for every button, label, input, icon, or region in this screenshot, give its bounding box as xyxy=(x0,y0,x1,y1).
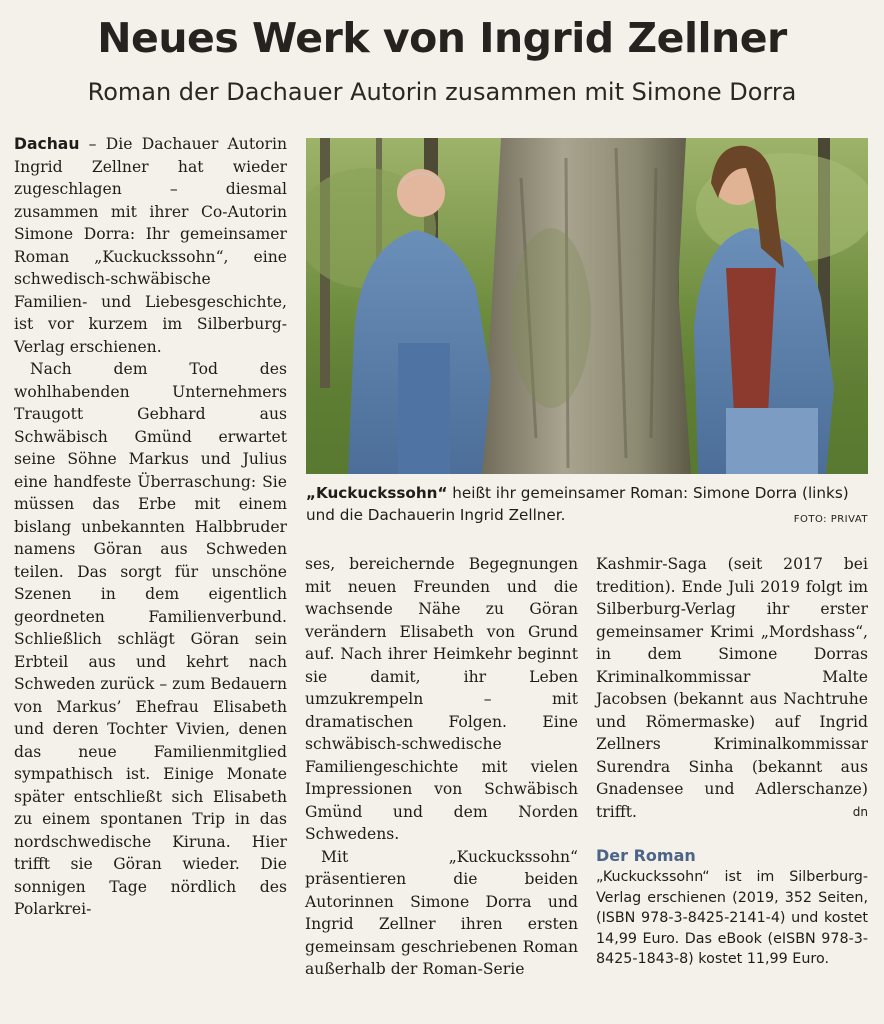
photo-two-authors-at-tree xyxy=(306,138,868,474)
article-column-3 xyxy=(596,553,868,823)
paragraph-3: Mit „Kuckuckssohn“ präsentieren die beiden Autorinnen Simone Dorra und Ingrid Zellner ihren ersten gemeinsam geschriebenen Roman außerhalb der Roman-Serie xyxy=(305,847,578,978)
paragraph-3-continued-text: Kashmir-Saga (seit 2017 bei tredition). Ende Juli 2019 folgt im Silberburg-Verlag ihr erster gemeinsamer Krimi „Mordshass“, in dem Simone Dorras Kriminalkommissar Malte Jacobsen (bekannt aus Nachtruhe und Römermaske) auf Ingrid Zellners Kriminalkommissar Surendra Sinha (bekannt aus Gnadensee und Adlerschanze) trifft. xyxy=(596,555,868,821)
author-signature: dn xyxy=(852,804,868,819)
photo-caption xyxy=(306,482,868,526)
paragraph-1-text: – Die Dachauer Autorin Ingrid Zellner hat wieder zugeschlagen – diesmal zusammen mit ihrer Co-Autorin Simone Dorra: Ihr gemeinsamer Roman „Kuckuckssohn“, eine schwedisch-schwäbische Familien- und Liebesgeschichte, ist vor kurzem im Silberburg-Verlag erschienen. xyxy=(14,135,287,356)
paragraph-2-continued: ses, bereichernde Begegnungen mit neuen Freunden und die wachsende Nähe zu Göran verändern Elisabeth von Grund auf. Nach ihrer Heimkehr beginnt sie damit, ihr Leben umzukrempeln – mit dramatischen Folgen. Eine schwäbisch-schwedische Familiengeschichte mit vielen Impressionen von Schwäbisch Gmünd und dem Norden Schwedens. xyxy=(305,555,578,843)
article-subheadline: Roman der Dachauer Autorin zusammen mit Simone Dorra xyxy=(87,78,797,106)
caption-text: heißt ihr gemeinsamer Roman: Simone Dorra (links) und die Dachauerin Ingrid Zellner. xyxy=(306,484,849,524)
info-box-text: „Kuckuckssohn“ ist im Silberburg-Verlag erschienen (2019, 352 Seiten, (ISBN 978-3-8425-2141-4) und kostet 14,99 Euro. Das eBook (eISBN 978-3-8425-1843-8) kostet 11,99 Euro. xyxy=(596,869,868,967)
caption-lead: „Kuckuckssohn“ xyxy=(306,484,448,502)
paragraph-1 xyxy=(14,133,287,358)
paragraph-3-continued xyxy=(596,553,868,823)
photo-credit: FOTO: PRIVAT xyxy=(793,514,868,525)
dateline: Dachau xyxy=(14,135,80,153)
article-column-2 xyxy=(305,553,578,981)
info-box-title: Der Roman xyxy=(596,846,696,865)
article-column-1 xyxy=(14,133,287,921)
paragraph-2: Nach dem Tod des wohlhabenden Unternehmers Traugott Gebhard aus Schwäbisch Gmünd erwartet seine Söhne Markus und Julius eine handfeste Überraschung: Sie müssen das Erbe mit einem bislang unbekannten Halbbruder namens Göran aus Schweden teilen. Das sorgt für unschöne Szenen in dem eigentlich geordneten Familienverbund. Schließlich schlägt Göran sein Erbteil aus und kehrt nach Schweden zurück – zum Bedauern von Markus’ Ehefrau Elisabeth und deren Tochter Vivien, denen das neue Familienmitglied sympathisch ist. Einige Monate später entschließt sich Elisabeth zu einem spontanen Trip in das nordschwedische Kiruna. Hier trifft sie Göran wieder. Die sonnigen Tage nördlich des Polarkrei- xyxy=(14,360,287,918)
article-headline: Neues Werk von Ingrid Zellner xyxy=(97,14,787,62)
article-photo xyxy=(306,138,868,474)
info-box xyxy=(596,846,868,970)
